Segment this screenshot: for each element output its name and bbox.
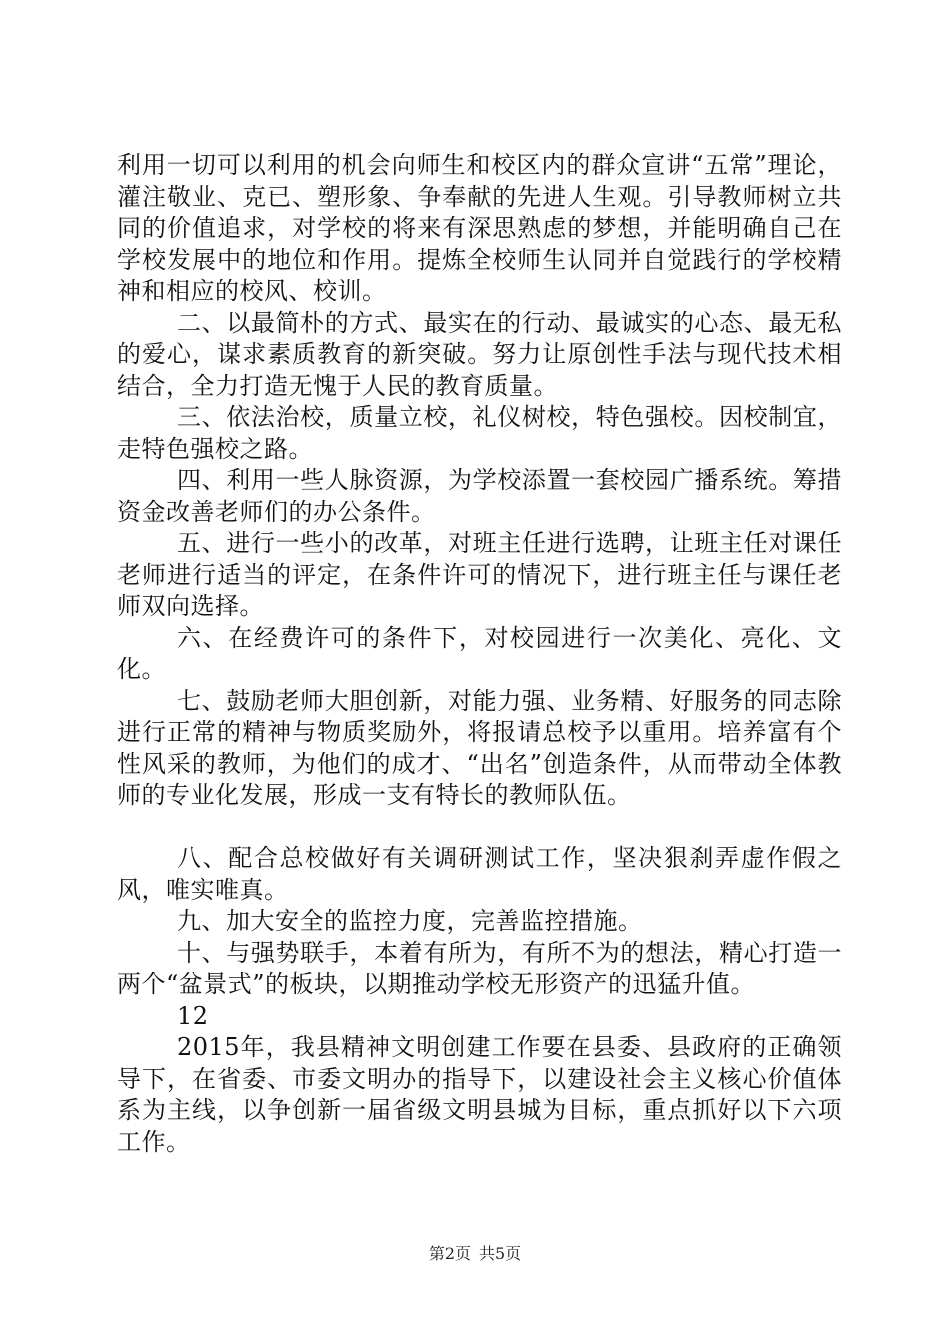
page-footer	[0, 1244, 950, 1264]
page-number-label: 第2页	[428, 1244, 471, 1263]
paragraph-2015-plan: 2015年，我县精神文明创建工作要在县委、县政府的正确领导下，在省委、市委文明办的指导下，以建设社会主义核心价值体系为主线，以争创新一届省级文明县城为目标，重点抓好以下六项工作。	[117, 1033, 842, 1156]
paragraph-item-7: 七、鼓励老师大胆创新，对能力强、业务精、好服务的同志除进行正常的精神与物质奖励外，将报请总校予以重用。培养富有个性风采的教师，为他们的成才、“出名”创造条件，从而带动全体教师的专业化发展，形成一支有特长的教师队伍。	[117, 686, 842, 809]
page-total-label: 共5页	[479, 1244, 522, 1263]
paragraph-spacer	[117, 812, 842, 844]
paragraph-number: 12	[177, 1001, 209, 1030]
paragraph-item-8: 八、配合总校做好有关调研测试工作，坚决狠刹弄虚作假之风，唯实唯真。	[117, 844, 842, 904]
paragraph-item-3: 三、依法治校，质量立校，礼仪树校，特色强校。因校制宜，走特色强校之路。	[117, 403, 842, 463]
paragraph-item-6: 六、在经费许可的条件下，对校园进行一次美化、亮化、文化。	[117, 623, 842, 683]
paragraph-item-5: 五、进行一些小的改革，对班主任进行选聘，让班主任对课任老师进行适当的评定，在条件许可的情况下，进行班主任与课任老师双向选择。	[117, 529, 842, 620]
paragraph-item-2: 二、以最简朴的方式、最实在的行动、最诚实的心态、最无私的爱心，谋求素质教育的新突破。努力让原创性手法与现代技术相结合，全力打造无愧于人民的教育质量。	[117, 308, 842, 400]
paragraph-intro: 利用一切可以利用的机会向师生和校区内的群众宣讲“五常”理论，灌注敬业、克已、塑形象、争奉献的先进人生观。引导教师树立共同的价值追求，对学校的将来有深思熟虑的梦想，并能明确自己在学校发展中的地位和作用。提炼全校师生认同并自觉践行的学校精神和相应的校风、校训。	[117, 151, 842, 305]
paragraph-item-9: 九、加大安全的监控力度，完善监控措施。	[177, 907, 643, 935]
document-body	[117, 150, 842, 1158]
paragraph-item-4: 四、利用一些人脉资源，为学校添置一套校园广播系统。筹措资金改善老师们的办公条件。	[117, 466, 842, 526]
paragraph-item-10: 十、与强势联手，本着有所为，有所不为的想法，精心打造一两个“盆景式”的板块，以期推动学校无形资产的迅猛升值。	[117, 938, 842, 998]
